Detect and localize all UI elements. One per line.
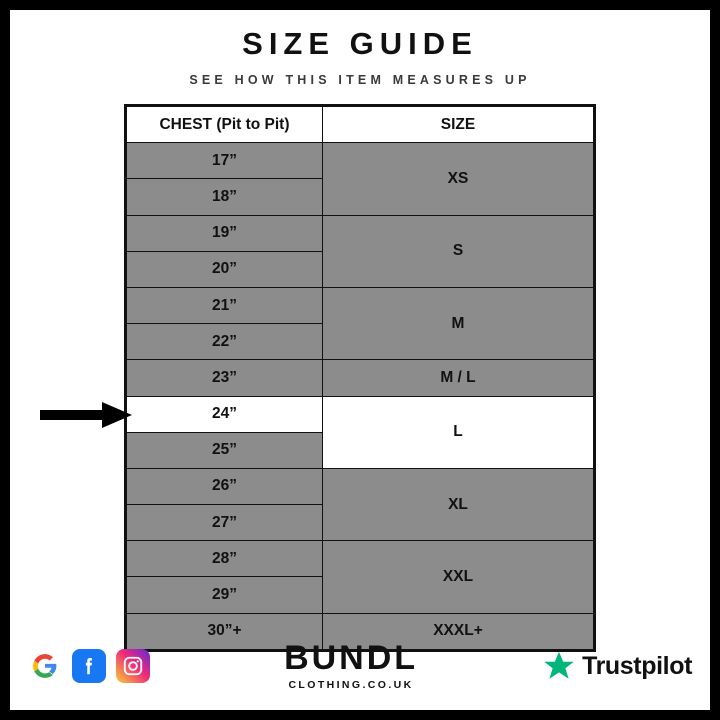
- chest-value: 18”: [126, 179, 323, 215]
- table-row[interactable]: [126, 143, 595, 179]
- table-row[interactable]: [126, 468, 595, 504]
- chest-value: 21”: [126, 287, 323, 323]
- chest-value: 29”: [126, 577, 323, 613]
- trustpilot-star-icon: [542, 649, 576, 683]
- column-header-chest: CHEST (Pit to Pit): [126, 106, 323, 143]
- brand-name: BUNDL: [284, 639, 419, 677]
- chest-value: 27”: [126, 505, 323, 541]
- brand-logo: [284, 641, 418, 691]
- chest-value-selected: 24”: [126, 396, 323, 432]
- size-value: XXL: [323, 541, 595, 613]
- table-row-selected[interactable]: [126, 396, 595, 432]
- chest-value: 17”: [126, 143, 323, 179]
- size-table-container: [10, 104, 710, 652]
- size-table-body: [126, 106, 595, 651]
- instagram-glyph-icon: [122, 655, 144, 677]
- trustpilot-logo[interactable]: [542, 649, 692, 683]
- table-row[interactable]: [126, 287, 595, 323]
- google-glyph-icon: [32, 653, 58, 679]
- selected-row-arrow-icon: [40, 400, 132, 430]
- chest-value: 23”: [126, 360, 323, 396]
- column-header-size: SIZE: [323, 106, 595, 143]
- chest-value: 20”: [126, 251, 323, 287]
- table-row[interactable]: [126, 360, 595, 396]
- chest-value: 19”: [126, 215, 323, 251]
- size-value: M: [323, 287, 595, 359]
- footer: [10, 636, 710, 696]
- chest-value: 28”: [126, 541, 323, 577]
- size-value: S: [323, 215, 595, 287]
- table-row[interactable]: [126, 215, 595, 251]
- size-value: M / L: [323, 360, 595, 396]
- chest-value: 30”+: [126, 613, 323, 650]
- chest-value: 25”: [126, 432, 323, 468]
- size-value-selected: L: [323, 396, 595, 468]
- page-title: SIZE GUIDE: [242, 26, 478, 61]
- size-guide-card: [10, 10, 710, 710]
- google-icon[interactable]: [28, 649, 62, 683]
- brand-domain: CLOTHING.CO.UK: [288, 679, 414, 691]
- size-value: XXXL+: [323, 613, 595, 650]
- table-header-row: [126, 106, 595, 143]
- chest-value: 26”: [126, 468, 323, 504]
- size-value: XS: [323, 143, 595, 215]
- facebook-glyph-icon: [78, 655, 100, 677]
- social-links: [28, 649, 150, 683]
- size-value: XL: [323, 468, 595, 540]
- trustpilot-label: Trustpilot: [582, 651, 692, 680]
- size-table: [124, 104, 596, 652]
- instagram-icon[interactable]: [116, 649, 150, 683]
- page-subtitle: SEE HOW THIS ITEM MEASURES UP: [189, 73, 531, 87]
- facebook-icon[interactable]: [72, 649, 106, 683]
- chest-value: 22”: [126, 324, 323, 360]
- table-row[interactable]: [126, 541, 595, 577]
